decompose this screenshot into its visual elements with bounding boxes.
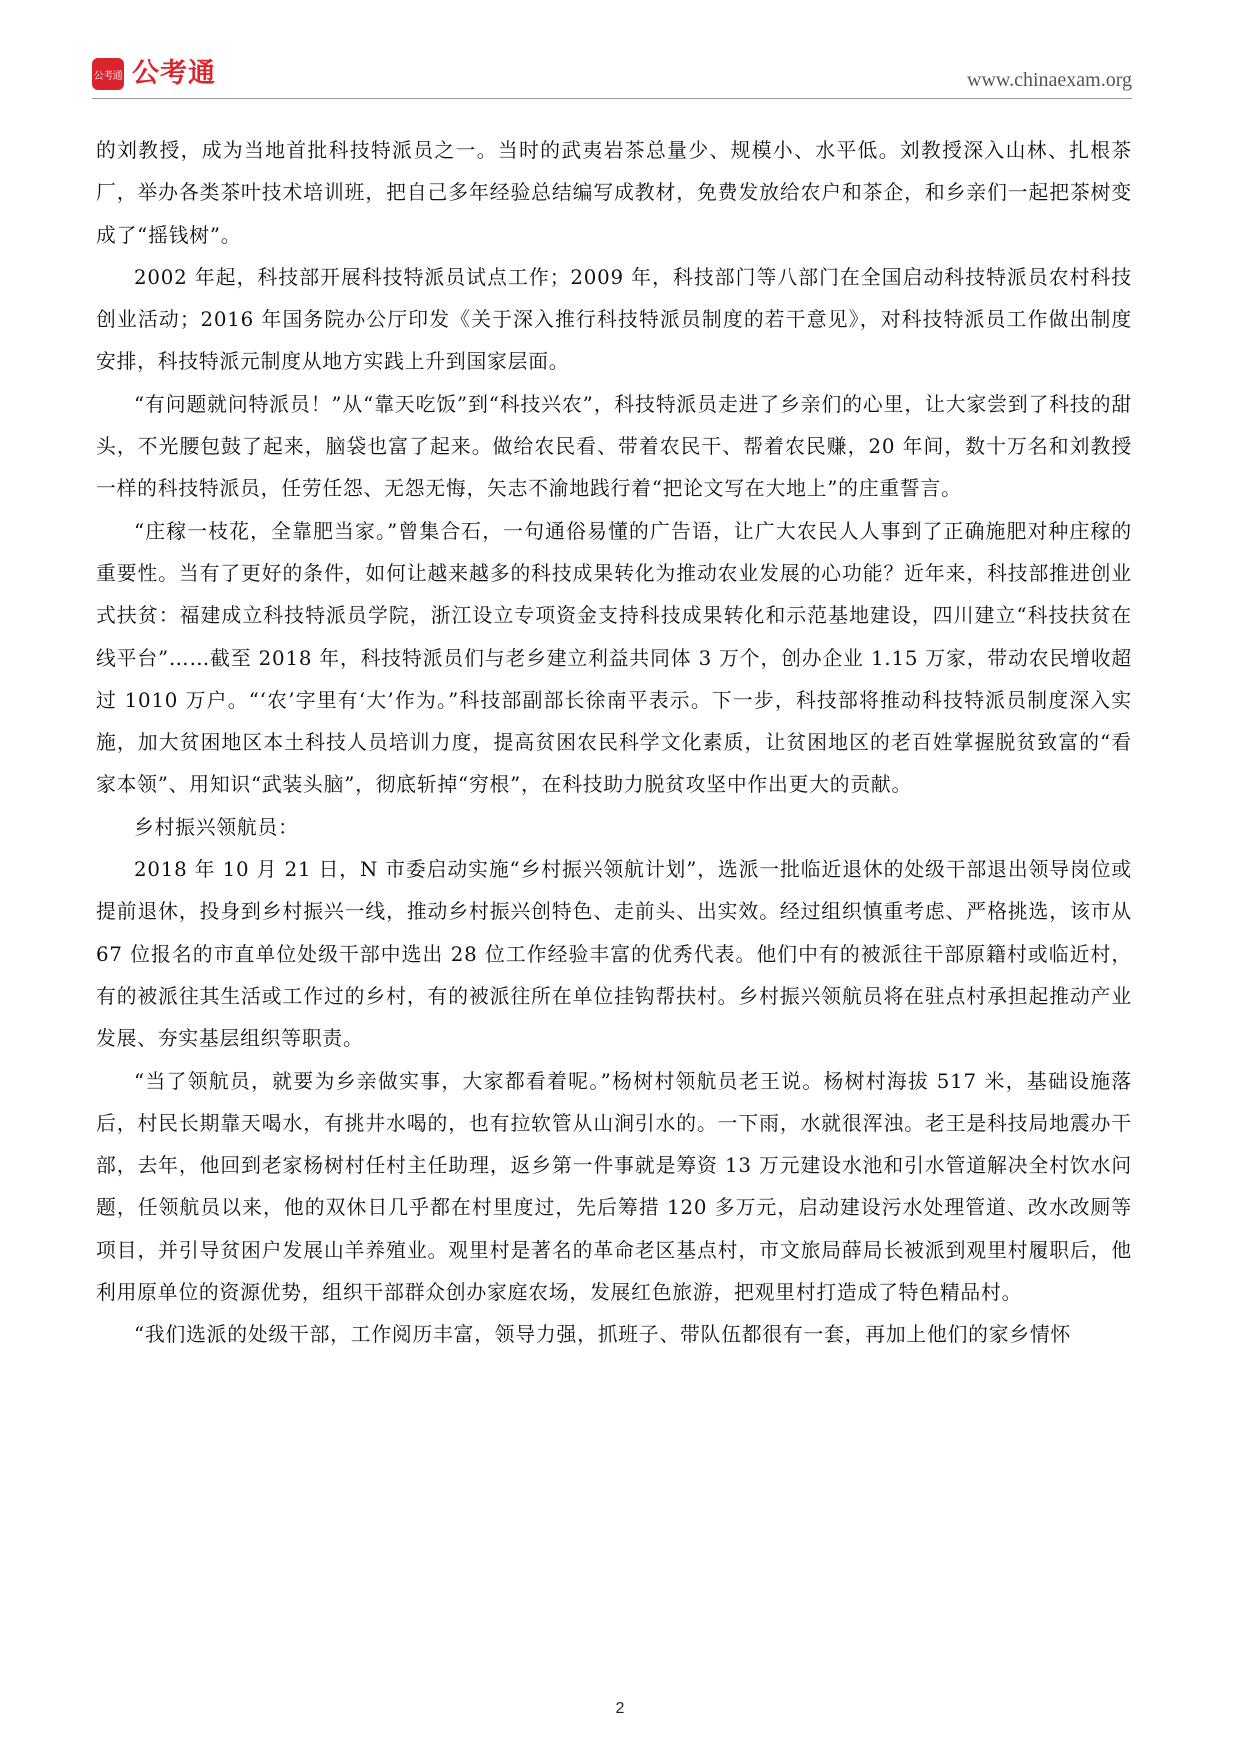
- paragraph: 的刘教授，成为当地首批科技特派员之一。当时的武夷岩茶总量少、规模小、水平低。刘教授深入山林、扎根茶厂，举办各类茶叶技术培训班，把自己多年经验总结编写成教材，免费发放给农户和茶企，和乡亲们一起把茶树变成了“摇钱树”。: [96, 139, 1132, 247]
- page-header: [92, 56, 1132, 96]
- site-url[interactable]: www.chinaexam.org: [967, 69, 1132, 91]
- document-body: [96, 130, 1132, 1357]
- logo-text: 公考通: [132, 58, 216, 89]
- header-divider: [92, 98, 1132, 99]
- paragraph: “有问题就问特派员！”从“靠天吃饭”到“科技兴农”，科技特派员走进了乡亲们的心里，让大家尝到了科技的甜头，不光腰包鼓了起来，脑袋也富了起来。做给农民看、带着农民干、帮着农民赚，20 年间，数十万名和刘教授一样的科技特派员，任劳任怨、无怨无悔，矢志不渝地践行着“把论文写在大地上”的庄重誓言。: [96, 392, 1132, 501]
- paragraph: 2002 年起，科技部开展科技特派员试点工作；2009 年，科技部门等八部门在全国启动科技特派员农村科技创业活动；2016 年国务院办公厅印发《关于深入推行科技特派员制度的若干意见》，对科技特派员工作做出制度安排，科技特派元制度从地方实践上升到国家层面。: [96, 265, 1132, 374]
- section-heading: 乡村振兴领航员：: [134, 815, 299, 839]
- page-number: 2: [615, 1700, 625, 1717]
- paragraph: 2018 年 10 月 21 日，N 市委启动实施“乡村振兴领航计划”，选派一批临近退休的处级干部退出领导岗位或提前退休，投身到乡村振兴一线，推动乡村振兴创特色、走前头、出实效。经过组织慎重考虑、严格挑选，该市从 67 位报名的市直单位处级干部中选出 28 位工作经验丰富的优秀代表。他们中有的被派往干部原籍村或临近村，有的被派往其生活或工作过的乡村，有的被派往所在单位挂钩帮扶村。乡村振兴领航员将在驻点村承担起推动产业发展、夯实基层组织等职责。: [96, 858, 1132, 1051]
- logo-icon: 公考通: [92, 58, 124, 90]
- paragraph: “庄稼一枝花，全靠肥当家。”曾集合石，一句通俗易懂的广告语，让广大农民人人事到了正确施肥对种庄稼的重要性。当有了更好的条件，如何让越来越多的科技成果转化为推动农业发展的心功能？近年来，科技部推进创业式扶贫：福建成立科技特派员学院，浙江设立专项资金支持科技成果转化和示范基地建设，四川建立“科技扶贫在线平台”……截至 2018 年，科技特派员们与老乡建立利益共同体 3 万个，创办企业 1.15 万家，带动农民增收超过 1010 万户。“‘农’字里有‘大’作为。”科技部副部长徐南平表示。下一步，科技部将推动科技特派员制度深入实施，加大贫困地区本土科技人员培训力度，提高贫困农民科学文化素质，让贫困地区的老百姓掌握脱贫致富的“看家本领”、用知识“武装头脑”，彻底斩掉“穷根”，在科技助力脱贫攻坚中作出更大的贡献。: [96, 519, 1132, 797]
- paragraph: “我们选派的处级干部，工作阅历丰富，领导力强，抓班子、带队伍都很有一套，再加上他们的家乡情怀: [134, 1323, 1072, 1347]
- paragraph: “当了领航员，就要为乡亲做实事，大家都看着呢。”杨树村领航员老王说。杨树村海拔 517 米，基础设施落后，村民长期靠天喝水，有挑井水喝的，也有拉软管从山涧引水的。一下雨，水就很浑浊。老王是科技局地震办干部，去年，他回到老家杨树村任村主任助理，返乡第一件事就是筹资 13 万元建设水池和引水管道解决全村饮水问题，任领航员以来，他的双休日几乎都在村里度过，先后筹措 120 多万元，启动建设污水处理管道、改水改厕等项目，并引导贫困户发展山羊养殖业。观里村是著名的革命老区基点村，市文旅局薛局长被派到观里村履职后，他利用原单位的资源优势，组织干部群众创办家庭农场，发展红色旅游，把观里村打造成了特色精品村。: [96, 1069, 1132, 1305]
